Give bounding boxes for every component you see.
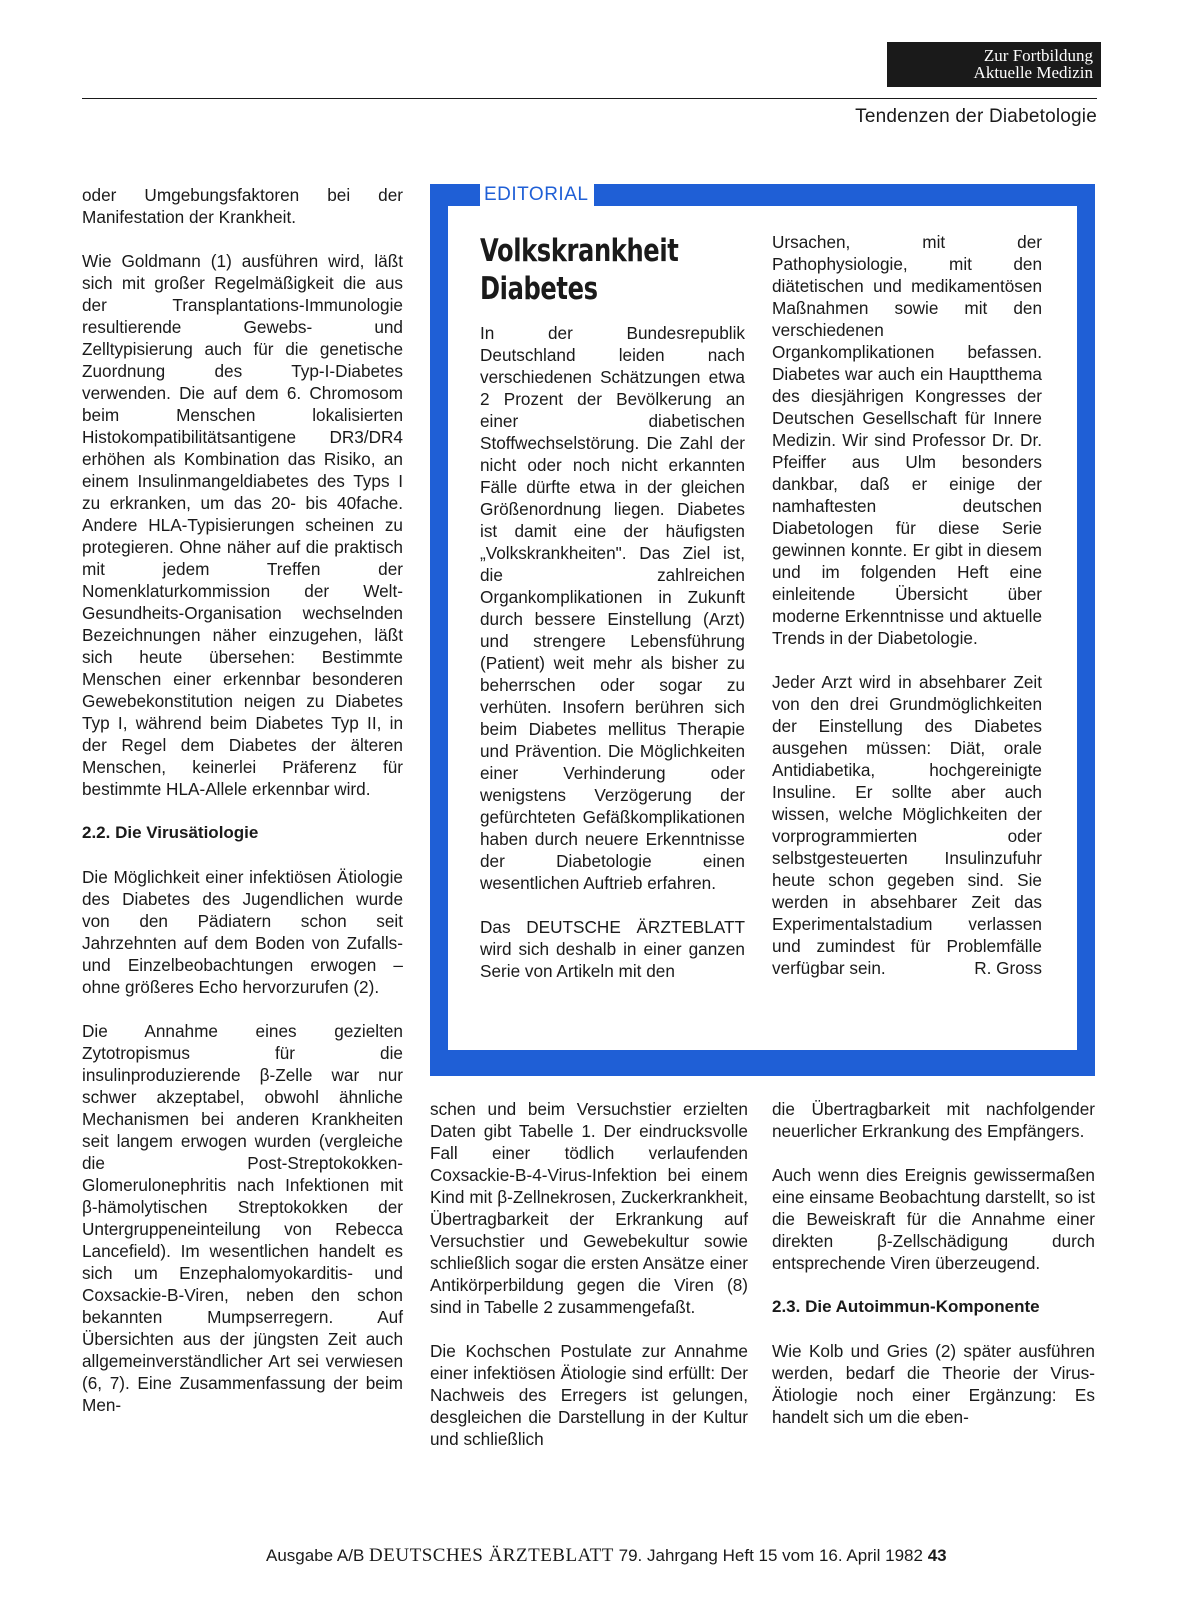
paragraph: Die Annahme eines gezielten Zytotropismus für die insulinproduzierende β-Zelle war nur schwer akzeptabel, obwohl ähnliche Mechanismen bei anderen Krankheiten seit langem erwogen wurden (vergleiche die Post-Streptokokken-Glomerulonephritis nach Infektionen mit β-hämolytischen Streptokokken der Untergruppeneinteilung von Rebecca Lancefield). Im wesentlichen handelt es sich um Enzephalomyokarditis- und Coxsackie-B-Viren, neben den schon bekannten Mumpserregern. Auf Übersichten aus der jüngsten Zeit auch allgemeinverständlicher Art sei verwiesen (6, 7). Eine Zusammenfassung der beim Men- bbox=[82, 1021, 403, 1415]
section-tag-line2: Aktuelle Medizin bbox=[973, 63, 1093, 82]
footer-edition: Ausgabe A/B bbox=[266, 1546, 365, 1565]
editorial-column-1 bbox=[480, 322, 745, 982]
page-footer bbox=[266, 1545, 947, 1567]
paragraph: Auch wenn dies Ereignis gewissermaßen eine einsame Beobachtung darstellt, so ist die Beweiskraft für die Annahme einer direkten β-Zellschädigung durch entsprechende Viren überzeugend. bbox=[772, 1165, 1095, 1273]
paragraph: Wie Goldmann (1) ausführen wird, läßt sich mit großer Regelmäßigkeit die aus der Transplantations-Immunologie resultierende Gewebs- und Zelltypisierung auch für die genetische Zuordnung des Typ-I-Diabetes verwenden. Die auf dem 6. Chromosom beim Menschen lokalisierten Histokompatibilitätsantigene DR3/DR4 erhöhen als Kombination das Risiko, an einem Insulinmangeldiabetes des Typs I zu erkranken, um das 20- bis 40fache. Andere HLA-Typisierungen scheinen zu protegieren. Ohne näher auf die praktisch mit jedem Treffen der Nomenklaturkommission der Welt-Gesundheits-Organisation wechselnden Bezeichnungen näher einzugehen, läßt sich heute übersehen: Bestimmte Menschen einer erkennbar besonderen Gewebekonstitution neigen zu Diabetes Typ I, während beim Diabetes Typ II, in der Regel dem Diabetes der älteren Menschen, keinerlei Präferenz für bestimmte HLA-Allele erkennbar wird. bbox=[82, 251, 403, 799]
editorial-headline bbox=[480, 232, 678, 308]
paragraph: Wie Kolb und Gries (2) später ausführen werden, bedarf die Theorie der Virus-Ätiologie noch einer Ergänzung: Es handelt sich um die eben- bbox=[772, 1341, 1095, 1427]
left-column bbox=[82, 184, 403, 1416]
running-section-title: Tendenzen der Diabetologie bbox=[855, 106, 1097, 127]
paragraph: Das DEUTSCHE ÄRZTEBLATT wird sich deshalb in einer ganzen Serie von Artikeln mit den bbox=[480, 917, 745, 981]
headline-line2: Diabetes bbox=[480, 271, 598, 307]
paragraph: Die Möglichkeit einer infektiösen Ätiologie des Diabetes des Jugendlichen wurde von den Pädiatern schon seit Jahrzehnten auf dem Boden von Zufalls- und Einzelbeobachtungen erwogen – ohne größeres Echo hervorzurufen (2). bbox=[82, 867, 403, 997]
paragraph-text: Jeder Arzt wird in absehbarer Zeit von den drei Grundmöglichkeiten der Einstellung des Diabetes ausgehen müssen: Diät, orale Antidiabetika, hochgereinigte Insuline. Er sollte aber auch wissen, welche Möglichkeiten der vorprogrammierten oder selbstgesteuerten Insulinzufuhr heute schon gegeben sind. Sie werden in absehbarer Zeit das Experimentalstadium verlassen und zumindest für Problemfälle verfügbar sein. bbox=[772, 672, 1042, 978]
section-tag bbox=[887, 42, 1101, 87]
section-heading: 2.3. Die Autoimmun-Komponente bbox=[772, 1297, 1040, 1316]
footer-publication: DEUTSCHES ÄRZTEBLATT bbox=[369, 1545, 614, 1566]
section-heading: 2.2. Die Virusätiologie bbox=[82, 823, 259, 842]
right-column bbox=[772, 1098, 1095, 1428]
paragraph bbox=[772, 671, 1042, 979]
footer-issue: 79. Jahrgang Heft 15 vom 16. April 1982 bbox=[618, 1546, 923, 1565]
headline-line1: Volkskrankheit bbox=[480, 233, 679, 269]
header-rule bbox=[82, 98, 1097, 99]
editorial-label: EDITORIAL bbox=[480, 184, 594, 206]
editorial-signature: R. Gross bbox=[974, 958, 1042, 978]
paragraph: schen und beim Versuchstier erzielten Daten gibt Tabelle 1. Der eindrucksvolle Fall einer tödlich verlaufenden Coxsackie-B-4-Virus-Infektion bei einem Kind mit β-Zellnekrosen, Zuckerkrankheit, Übertragbarkeit der Erkrankung auf Versuchstier und Gewebekultur sowie schließlich sogar die ersten Ansätze einer Antikörperbildung gegen die Viren (8) sind in Tabelle 2 zusammengefaßt. bbox=[430, 1099, 748, 1317]
section-tag-line1: Zur Fortbildung bbox=[983, 46, 1093, 65]
paragraph: die Übertragbarkeit mit nachfolgender neuerlicher Erkrankung des Empfängers. bbox=[772, 1099, 1095, 1141]
page-number: 43 bbox=[927, 1546, 947, 1565]
middle-column bbox=[430, 1098, 748, 1450]
paragraph: In der Bundesrepublik Deutschland leiden nach verschiedenen Schätzungen etwa 2 Prozent der Bevölkerung an einer diabetischen Stoffwechselstörung. Die Zahl der nicht oder noch nicht erkannten Fälle dürfte etwa in der gleichen Größenordnung liegen. Diabetes ist damit eine der häufigsten „Volkskrankheiten". Das Ziel ist, die zahlreichen Organkomplikationen in Zukunft durch bessere Einstellung (Arzt) und strengere Lebensführung (Patient) weit mehr als bisher zu beherrschen oder sogar zu verhüten. Insofern berühren sich beim Diabetes mellitus Therapie und Prävention. Die Möglichkeiten einer Verhinderung oder wenigstens Verzögerung der gefürchteten Gefäßkomplikationen haben durch neuere Erkenntnisse der Diabetologie einen wesentlichen Auftrieb erfahren. bbox=[480, 323, 745, 893]
paragraph: Ursachen, mit der Pathophysiologie, mit den diätetischen und medikamentösen Maßnahmen sowie mit den verschiedenen Organkomplikationen befassen. Diabetes war auch ein Hauptthema des diesjährigen Kongresses der Deutschen Gesellschaft für Innere Medizin. Wir sind Professor Dr. Dr. Pfeiffer aus Ulm besonders dankbar, daß er einige der namhaftesten deutschen Diabetologen für diese Serie gewinnen konnte. Er gibt in diesem und im folgenden Heft eine einleitende Übersicht über moderne Erkenntnisse und aktuelle Trends in der Diabetologie. bbox=[772, 232, 1042, 648]
paragraph: Die Kochschen Postulate zur Annahme einer infektiösen Ätiologie sind erfüllt: Der Nachweis des Erregers ist gelungen, desgleichen die Darstellung in der Kultur und schließlich bbox=[430, 1341, 748, 1449]
paragraph: oder Umgebungsfaktoren bei der Manifestation der Krankheit. bbox=[82, 185, 403, 227]
editorial-column-2 bbox=[772, 231, 1042, 979]
